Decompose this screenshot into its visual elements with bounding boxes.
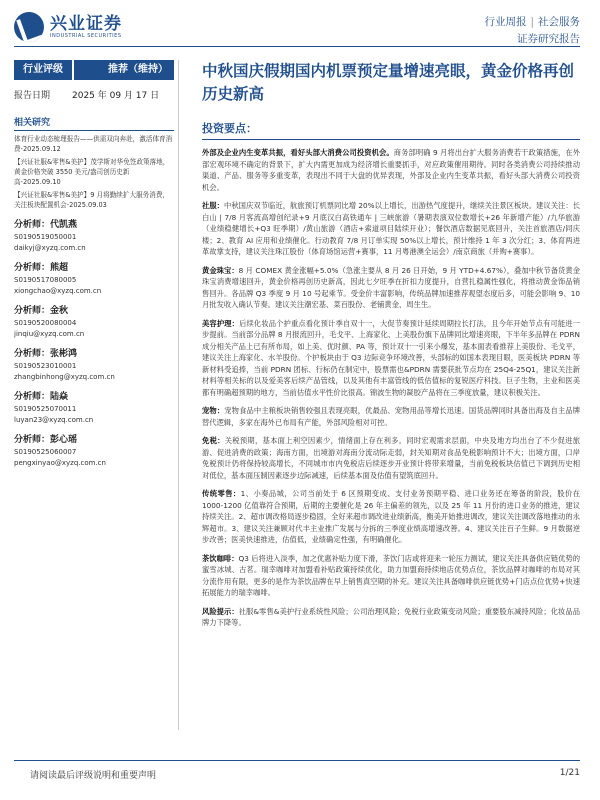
paragraph xyxy=(202,147,580,193)
related-research-link[interactable]: 【兴证社服&零售&美护】9 月将勤续扩大服务消费，关注板块配置机会-2025.09.03 xyxy=(14,191,170,209)
analyst-email[interactable]: pengxinyao@xyzq.com.cn xyxy=(14,458,106,467)
paragraph xyxy=(202,200,580,258)
paragraph-head: 宠物： xyxy=(202,406,225,415)
paragraph-body: 中秋国庆双节临近，航旅预订机票同比增 20%以上增长，出游热气度提升，继续关注景区板块。建议关注：长白山 | 7/8 月客流高增创纪录+9 月底汉白高铁通车 | 三峡旅游（暑期表演双位数增长+26 年新增产能）/九华旅游（业绩稳健增长+Q3 旺季期）/黄山旅游（酒店+索道项目陆续开业）；餐饮酒店数据见底回升，关注首旅酒店/同庆楼；2、教育 AI 应用和业绩催化。行动教育 7/8 月订单实现 50%以上增长，预计维持 1 年 3 次分红；3、体育两进革故掌支持，建议关注珠江股份（体育场馆运营+赛事，11 月粤港澳全运会）/南京商旅（并购+赛事）。 xyxy=(202,201,580,256)
analyst xyxy=(14,434,174,468)
analyst-name: 分析师：张彬鸿 xyxy=(14,349,78,359)
paragraph xyxy=(202,265,580,311)
analyst xyxy=(14,348,174,382)
analyst-code: S0190519050001 xyxy=(14,233,77,241)
analyst xyxy=(14,305,174,339)
paragraph-body: 8 月 COMEX 黄金涨幅+5.0%（急涨主要从 8 月 26 日开始，9 月 YTD+4.67%），叠加中秋节备货黄金珠宝消费增速回升，黄金价格再创历史新高，因此七夕旺季在折扣力度提升，自营扎稳属性强化，将推动黄金饰品销售回升。各品牌 Q3 季度 9 月 10 号起乘节。受金价丰富影响，传统品牌加速推荐观望态度后多，可能会影响 9、10 月批发收入确认节奏。建议关注潮宏基、菜百股份、老铺黄金、周生生。 xyxy=(202,265,580,309)
paragraph xyxy=(202,318,580,399)
related-research-title: 相关研究 xyxy=(14,115,174,131)
analyst-code: S0190523010001 xyxy=(14,362,77,370)
paragraph-head: 茶饮咖啡： xyxy=(202,553,239,563)
analyst-email[interactable]: luyan23@xyzq.com.cn xyxy=(14,415,94,424)
report-category: 社会服务 xyxy=(538,16,580,28)
analyst-name: 分析师：熊超 xyxy=(14,263,69,273)
analyst-name: 分析师：彭心瑶 xyxy=(14,435,78,445)
analyst xyxy=(14,219,174,253)
main-content xyxy=(202,60,580,629)
header-divider xyxy=(14,46,580,47)
key-points-divider xyxy=(202,139,580,140)
footer-disclaimer: 请阅读最后评级说明和重要声明 xyxy=(30,771,157,781)
paragraph-head: 免税： xyxy=(202,436,225,445)
analyst-email[interactable]: zhangbinhong@xyzq.com.cn xyxy=(14,372,115,381)
paragraph-body: 后续化妆品个护重点看化预计季自双十一，大促节奏预计延续周期拉长打法，且今年开始节点有可能进一步提前。当前部分品牌 8 月报流回升，毛戈平、上海家化、上美股份旗下品牌同比增速亮眼，下半年多品牌在 PDRN 成分相关产品上已有所布局，如上美、优时颜、PA 等，预计双十一引来小爆发，基本面表看推荐上美股份、毛戈平，建议关注上海家化、水羊股份。个护板块由于 Q3 边际竞争环境改善，头部标的如国本表现目眼，医美板块 PDRN 等新材料受追捧，当前 PDRN 团标、行标仍在制定中，股票需也&PDRN 需要获批节点均在 25Q4-25Q1，建议关注新材料等相关标的以及爱美客后续产品管线，以及其他有丰富管线的低估值标的复锐医疗科技。巨子生物，主业和医美都有明确超预期的地方，当前估值水平性价比很高。锦波生物的凝胶产品将在三季度放量，建议积极关注。 xyxy=(202,318,581,397)
rating-bar xyxy=(14,60,174,80)
paragraph-head: 黄金珠宝： xyxy=(202,265,239,275)
report-title: 中秋国庆假期国内机票预定量增速亮眼，黄金价格再创历史新高 xyxy=(202,62,575,103)
paragraph xyxy=(202,606,580,629)
report-date xyxy=(14,88,174,101)
logo-name-en: INDUSTRIAL SECURITIES xyxy=(50,33,122,39)
analyst-name: 分析师：代凯燕 xyxy=(14,220,78,230)
rating-value: 推荐（维持） xyxy=(72,60,174,80)
report-sub: 证券研究报告 xyxy=(517,33,580,45)
analyst-code: S0190517080005 xyxy=(14,276,77,284)
paragraph-body: 宠物食品中主粮板块销售较强且表现亮眼，优最品、宠物用品等增长迅速。国货品牌同时具备出海及自主品牌替代逻辑，多家在海外已布局有产能，外部风险相对可控。 xyxy=(202,406,581,427)
company-logo xyxy=(14,12,122,42)
analyst-code: S0190520080004 xyxy=(14,319,77,327)
paragraph-body: 社服&零售&美护行业系统性风险；公司治理风险；免税行业政策变动风险；重要股东减持风险；化妆品品牌力下降等。 xyxy=(202,606,581,627)
paragraph xyxy=(202,553,580,599)
analyst-email[interactable]: jinqiu@xyzq.com.cn xyxy=(14,329,85,338)
analyst-name: 分析师：金秋 xyxy=(14,306,69,316)
analyst-email[interactable]: daikyj@xyzq.com.cn xyxy=(14,243,86,252)
logo-mark-icon xyxy=(14,12,44,42)
paragraph-body: 1、小奏品城，公司当前处于 6 区预期变成、支付业务预期平稳、进口业务还在筹备的阶段，股价在 1000-1200 亿值靠符合预期，后期的主要催化是 26 年主偏差的领先，以及 25 年 11 月份的进口业务的推进，建议持续关注。2、超市调改格局逐步稳固，全好来超市调改进业绩新高，衡美开始推进调改，建议关注调改落地推动的永辉超市。3、建议关注兼顾对代丰主业推广发展与分拆的三季度业绩高增速改善。4、建议关注百子生鲜。9 月数据逆步改善；医美快速推进，估值低，业绩确定性强，有明确催化。 xyxy=(202,489,580,544)
analyst-email[interactable]: xiongchao@xyzq.com.cn xyxy=(14,286,102,295)
paragraph xyxy=(202,435,580,481)
paragraph-head: 美容护理： xyxy=(202,318,240,328)
footer-divider xyxy=(14,760,580,761)
report-type: 行业周报 xyxy=(484,16,527,28)
column-divider xyxy=(178,60,179,730)
related-research-link[interactable]: 【兴证社服&零售&美护】茂学斯对华免签政策落地，黄金价格突破 3550 美元/盎司创历史新高-2025.09.10 xyxy=(14,158,170,186)
paragraph-head: 风险提示： xyxy=(202,606,239,616)
logo-name: 兴业证券 xyxy=(50,14,122,34)
paragraph-head: 外部及企业内生变革共振，看好头部大消费公司投资机会。 xyxy=(202,148,394,157)
rating-label: 行业评级 xyxy=(14,60,72,80)
paragraph xyxy=(202,488,580,546)
key-points-title: 投资要点： xyxy=(202,122,257,135)
analyst xyxy=(14,262,174,296)
paragraph xyxy=(202,405,580,428)
analyst-code: S0190525070011 xyxy=(14,405,77,413)
paragraph-head: 传统零售： xyxy=(202,489,241,498)
sidebar xyxy=(14,60,174,468)
analyst-name: 分析师：陆焱 xyxy=(14,392,69,402)
paragraph-body: Q3 后将进入淡季，加之优惠补贴力度下滑，茶饮门店或将迎来一轮压力测试，建议关注具备供应链优势的蜜雪冰城、古茗。瑞幸咖啡对加盟看补贴政策持续优化，助力加盟商持续地店优势点位，茶饮品牌对咖啡的布局对其分流作用有限，更多的是作为茶饮品牌在早上销售真空期的补充。建议关注具备咖啡供应链优势+门店点位优势+快速拓展能力的瑞幸咖啡。 xyxy=(202,553,581,597)
paragraph-head: 社服： xyxy=(202,201,225,210)
analyst-code: S0190525060007 xyxy=(14,448,77,456)
analyst xyxy=(14,391,174,425)
related-research-link[interactable]: 体育行业动态梳理报告——供需双向奔赴，激活体育消费-2025.09.12 xyxy=(14,135,173,153)
report-header: 行业周报 | 社会服务 证券研究报告 xyxy=(484,14,580,48)
page-number: 1/21 xyxy=(559,768,580,778)
paragraph-body: 关税预期，基本面上利空因素少，情绪面上存在利多。同时宏观需求层面，中央及地方均出台了不少促进旅游、促进消费的政策；海南方面，出境游对海南分流动际走弱，封关知期对食品免税影响预计不大；出境方面，口岸免税预计仍将保持较高增长，不同城市市内免税店后续逐步开业预计将带来增量，当前免税板块估值已下调到历史相对低位，基本面压制因素逐步边际减速，后续基本面及估值有望筑底回升。 xyxy=(202,436,581,480)
report-date-label: 报告日期 xyxy=(14,91,51,101)
paragraph-body: 商务部明确 9 月将出台扩大服务消费若干政策措施，在外部宏观环境不确定的背景下，扩大内需更加成为经济增长重要抓手，对应政策催用期待。同时各类消费公司持续推动渠道、产品、服务等多重变革，表现出不同于大盘的优异表现，外部及企业内生变革共振，看好头部大消费公司投资机会。 xyxy=(202,148,581,192)
report-date-value: 2025 年 09 月 17 日 xyxy=(72,91,160,101)
